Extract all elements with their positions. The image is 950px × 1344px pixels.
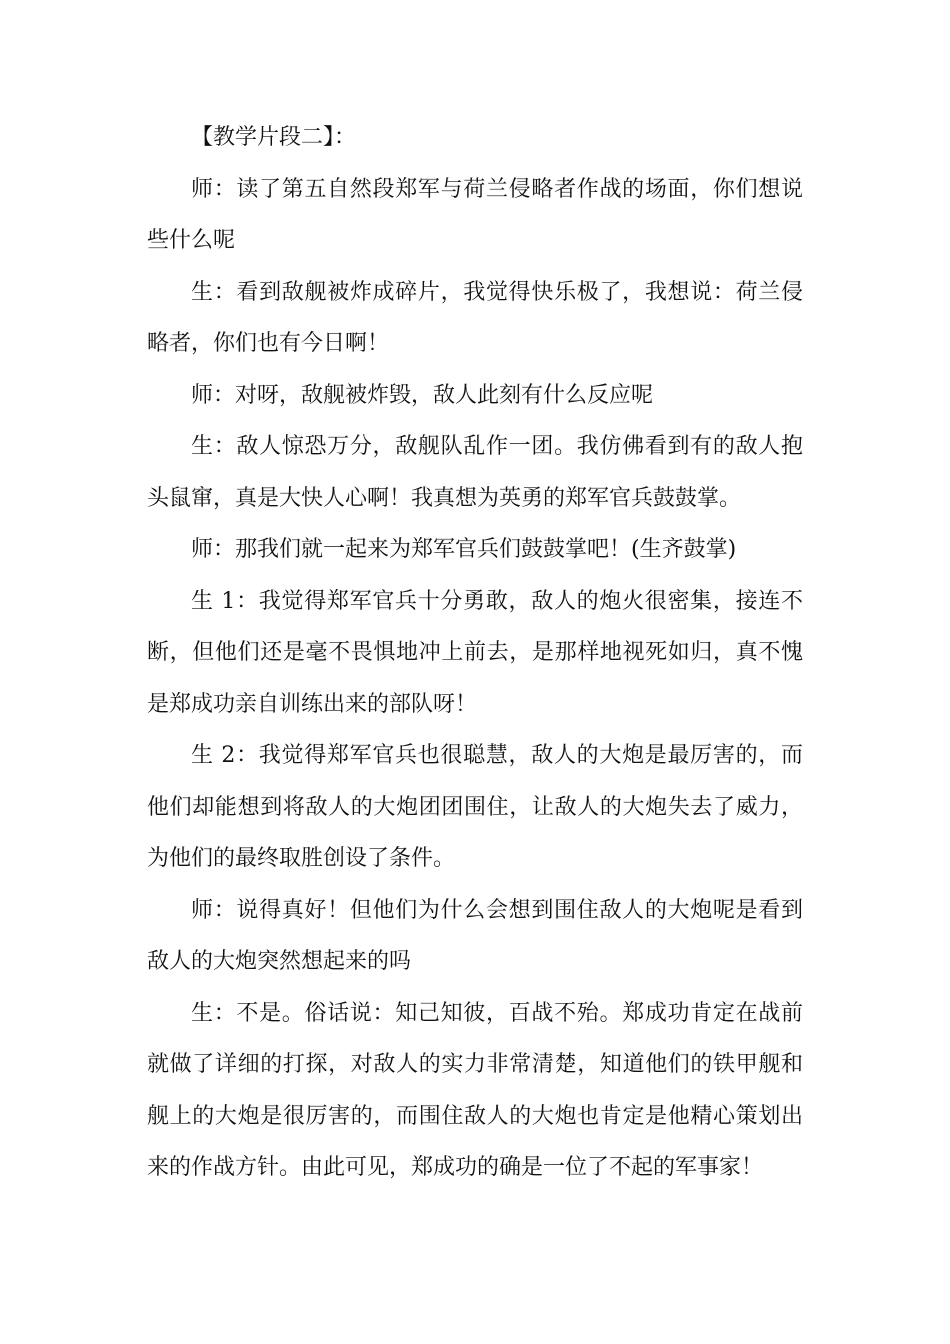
paragraph: 生 1：我觉得郑军官兵十分勇敢，敌人的炮火很密集，接连不断，但他们还是毫不畏惧地冲上前去，是那样地视死如归，真不愧是郑成功亲自训练出来的部队呀！: [147, 588, 803, 717]
paragraph: 生：不是。俗话说：知己知彼，百战不殆。郑成功肯定在战前就做了详细的打探，对敌人的实力非常清楚，知道他们的铁甲舰和舰上的大炮是很厉害的，而围住敌人的大炮也肯定是他精心策划出来的作战方针。由此可见，郑成功的确是一位了不起的军事家！: [147, 1000, 803, 1180]
paragraph: 师：说得真好！但他们为什么会想到围住敌人的大炮呢是看到敌人的大炮突然想起来的吗: [147, 897, 803, 974]
paragraph: 生 2：我觉得郑军官兵也很聪慧，敌人的大炮是最厉害的，而他们却能想到将敌人的大炮团团围住，让敌人的大炮失去了威力，为他们的最终取胜创设了条件。: [147, 743, 803, 871]
paragraph: 生：敌人惊恐万分，敌舰队乱作一团。我仿佛看到有的敌人抱头鼠窜，真是大快人心啊！我真想为英勇的郑军官兵鼓鼓掌。: [147, 434, 803, 511]
paragraph: 生：看到敌舰被炸成碎片，我觉得快乐极了，我想说：荷兰侵略者，你们也有今日啊！: [147, 279, 803, 356]
document-body: [147, 112, 803, 1194]
paragraph: 师：那我们就一起来为郑军官兵们鼓鼓掌吧！(生齐鼓掌): [191, 537, 737, 562]
paragraph: 师：对呀，敌舰被炸毁，敌人此刻有什么反应呢: [191, 382, 654, 408]
section-heading: 【教学片段二】：: [191, 125, 357, 150]
paragraph: 师：读了第五自然段郑军与荷兰侵略者作战的场面，你们想说些什么呢: [147, 176, 803, 253]
